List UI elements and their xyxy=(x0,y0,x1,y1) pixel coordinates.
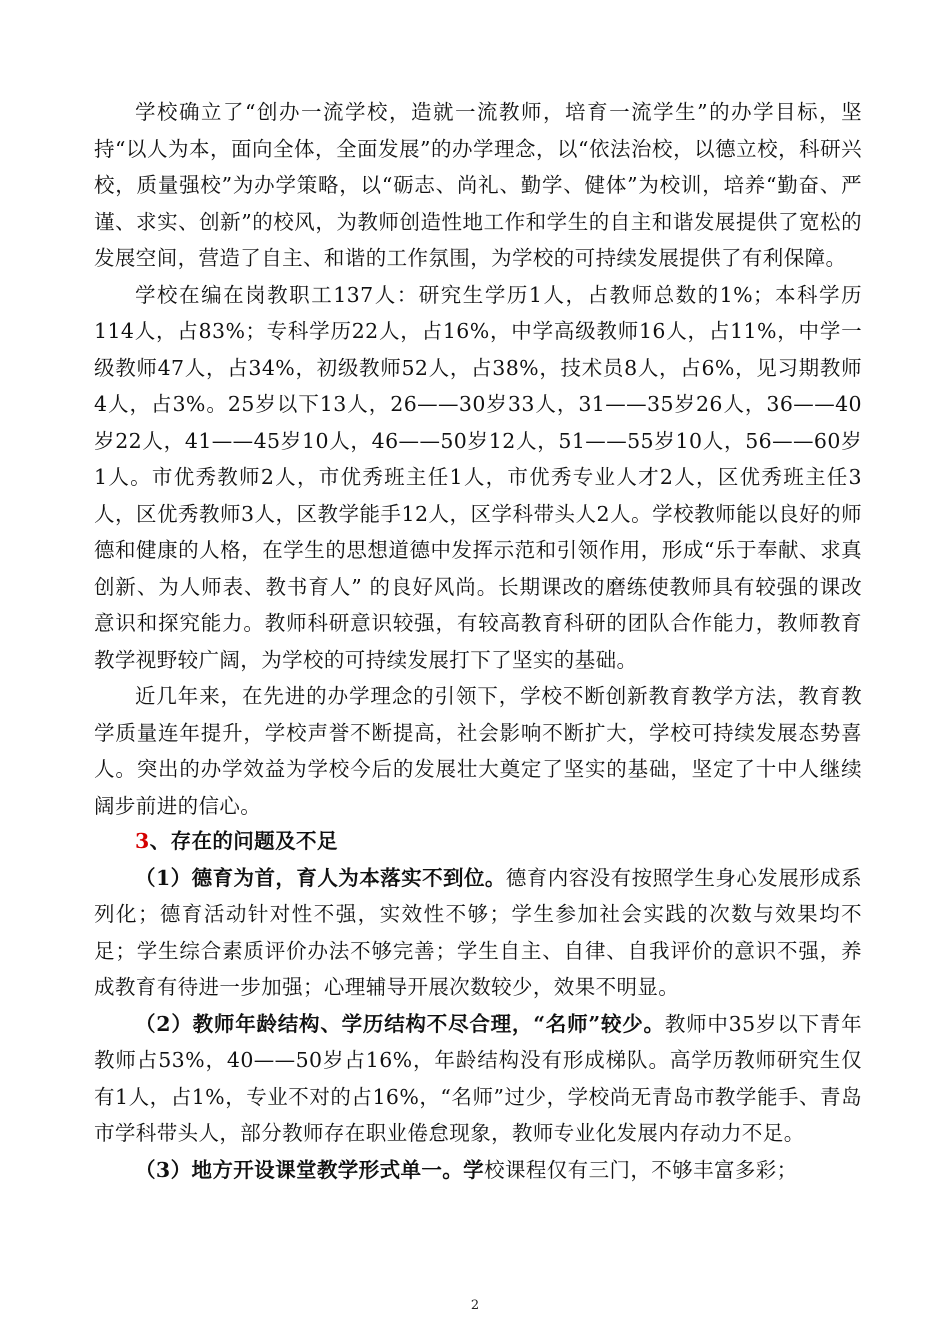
page-number: 2 xyxy=(470,1298,480,1313)
problem-item-1-title: （1）德育为首，育人为本落实不到位。 xyxy=(135,865,506,890)
problem-item-2 xyxy=(94,1006,862,1152)
problem-item-1 xyxy=(94,860,862,1006)
body-text xyxy=(94,94,862,1188)
section-number: 3 xyxy=(135,829,150,853)
paragraph-staff-statistics: 学校在编在岗教职工137人：研究生学历1人，占教师总数的1%；本科学历114人，占83%；专科学历22人，占16%，中学高级教师16人，占11%，中学一级教师47人，占34%，初级教师52人，占38%，技术员8人，占6%，见习期教师4人，占3%。25岁以下13人，26——30岁33人，31——35岁26人，36——40岁22人，41——45岁10人，46——50岁12人，51——55岁10人，56——60岁1人。市优秀教师2人，市优秀班主任1人，市优秀专业人才2人，区优秀班主任3人，区优秀教师3人，区教学能手12人，区学科带头人2人。学校教师能以良好的师德和健康的人格，在学生的思想道德中发挥示范和引领作用，形成“乐于奉献、求真创新、为人师表、教书育人” 的良好风尚。长期课改的磨练使教师具有较强的课改意识和探究能力。教师科研意识较强，有较高教育科研的团队合作能力，教师教育教学视野较广阔，为学校的可持续发展打下了坚实的基础。 xyxy=(94,282,862,672)
problem-item-3-text: 校课程仅有三门，不够丰富多彩； xyxy=(484,1157,798,1182)
problem-item-2-text: 教师中35岁以下青年教师占53%，40——50岁占16%，年龄结构没有形成梯队。高学历教师研究生仅有1人，占1%，专业不对的占16%，“名师”过少，学校尚无青岛市教学能手、青岛市学科带头人，部分教师存在职业倦怠现象，教师专业化发展内存动力不足。 xyxy=(94,1011,862,1145)
problem-item-3 xyxy=(94,1152,862,1189)
paragraph-recent-achievements: 近几年来，在先进的办学理念的引领下，学校不断创新教育教学方法，教育教学质量连年提升，学校声誉不断提高，社会影响不断扩大，学校可持续发展态势喜人。突出的办学效益为学校今后的发展壮大奠定了坚实的基础，坚定了十中人继续阔步前进的信心。 xyxy=(94,684,862,818)
problem-item-2-title: （2）教师年龄结构、学历结构不尽合理，“名师”较少。 xyxy=(135,1011,665,1036)
section-heading xyxy=(94,823,862,860)
paragraph-school-philosophy: 学校确立了“创办一流学校，造就一流教师，培育一流学生”的办学目标，坚持“以人为本，面向全体，全面发展”的办学理念，以“依法治校，以德立校，科研兴校，质量强校”为办学策略，以“砺志、尚礼、勤学、健体”为校训，培养“勤奋、严谨、求实、创新”的校风，为教师创造性地工作和学生的自主和谐发展提供了宽松的发展空间，营造了自主、和谐的工作氛围，为学校的可持续发展提供了有利保障。 xyxy=(94,100,862,270)
problem-item-3-title: （3）地方开设课堂教学形式单一。学 xyxy=(135,1157,485,1182)
problem-item-1-text: 德育内容没有按照学生身心发展形成系列化；德育活动针对性不强，实效性不够；学生参加社会实践的次数与效果均不足；学生综合素质评价办法不够完善；学生自主、自律、自我评价的意识不强，养成教育有待进一步加强；心理辅导开展次数较少，效果不明显。 xyxy=(94,865,862,999)
section-title: 、存在的问题及不足 xyxy=(149,829,338,853)
